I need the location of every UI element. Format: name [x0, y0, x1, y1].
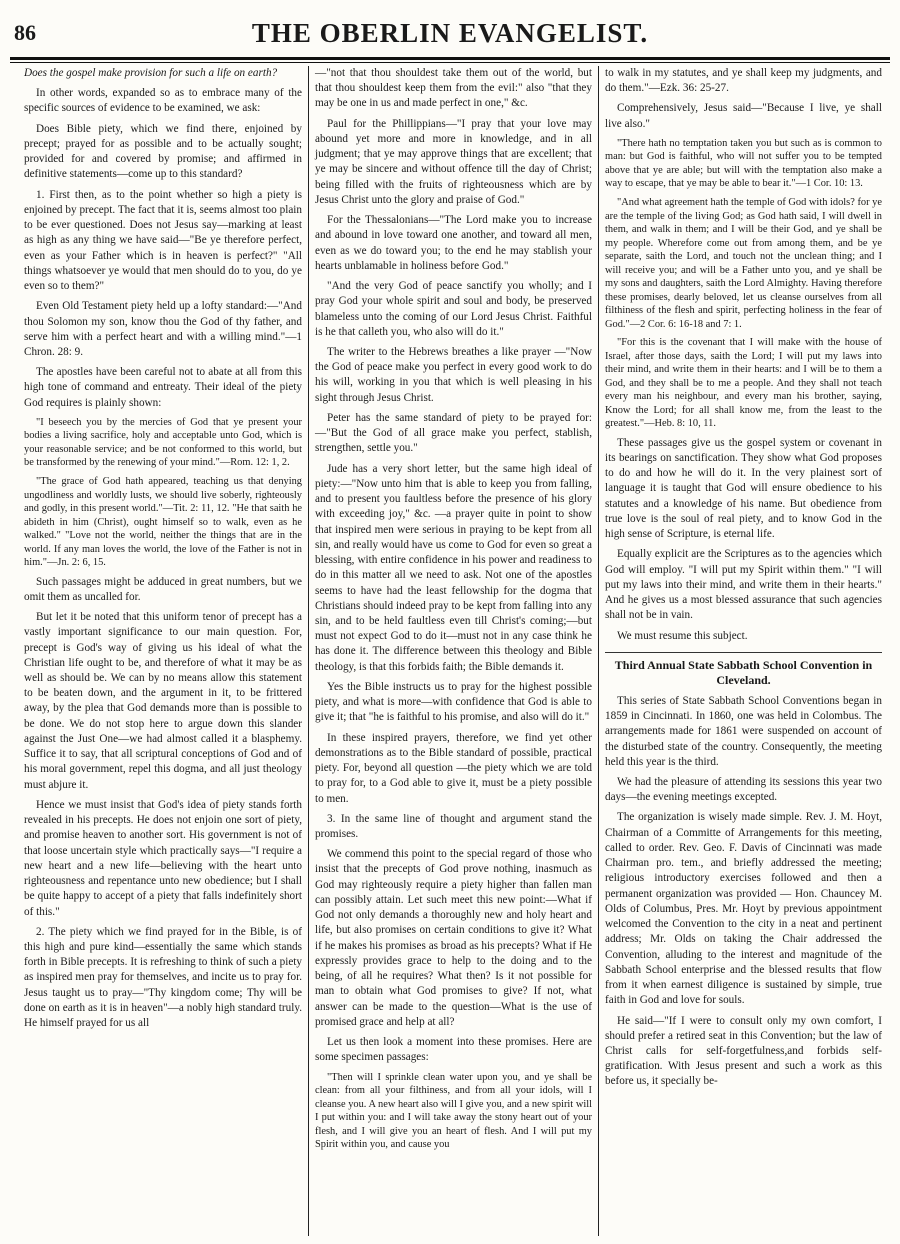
scripture-quote: "For this is the covenant that I will make with the house of Israel, after those days, saith the Lord; I will put my laws into their mind, and write them in their hearts: and I will be to them a God, and they shall be to me a people. And they shall not teach every man his neighbour, and every man his brother, saying, Know the Lord; for all shall know me, from the least to the greatest."—Heb. 8: 10, 11. [605, 337, 882, 430]
scripture-quote: "Then will I sprinkle clean water upon you, and ye shall be clean: from all your filthiness, and from all your idols, will I cleanse you. A new heart also will I give you, and a new spirit will I put within you: and I will take away the stony heart out of your flesh, and I will give you an heart of flesh. And I will put my Spirit within you, and cause you [315, 1071, 592, 1151]
column-3 [598, 66, 888, 1236]
paragraph: "And the very God of peace sanctify you wholly; and I pray God your whole spirit and soul and body, be preserved blameless unto the coming of our Lord Jesus Christ. Faithful is he that calleth you, who also will do it." [315, 280, 592, 338]
paragraph: This series of State Sabbath School Conventions began in 1859 in Cincinnati. In 1860, one was held in Colombus. The arrangements made for 1861 were suspended on account of the disturbed state of the country. Consequently, the meeting held this year is the third. [605, 694, 882, 768]
paragraph: Hence we must insist that God's idea of piety stands forth revealed in his precepts. He does not enjoin one sort of piety, and promise heaven to another sort. His government is not of that loose uncertain style which practically says—"I require a new heart and a new life—believing with the heart unto righteousness and repentance unto new obedience; but I shall be quite happy to accept of a piety that falls indefinitely short of this." [24, 798, 302, 918]
masthead-rule-thick [10, 57, 890, 60]
paragraph: Let us then look a moment into these promises. Here are some specimen passages: [315, 1036, 592, 1064]
article-heading: Third Annual State Sabbath School Convention in Cleveland. [605, 652, 882, 688]
paragraph: —"not that thou shouldest take them out of the world, but that thou shouldest keep them from the evil:" also "that they may be one in us and made perfect in one," &c. [315, 67, 592, 110]
paragraph: We had the pleasure of attending its sessions this year two days—the evening meetings excepted. [605, 775, 882, 804]
scripture-quote: "There hath no temptation taken you but such as is common to man: but God is faithful, who will not suffer you to be tempted above that ye are able; but will with the temptation also make a way to escape, that ye may be able to bear it."—1 Cor. 10: 13. [605, 137, 882, 190]
paragraph: 1. First then, as to the point whether so high a piety is enjoined by precept. The fact that it is, seems almost too plain to be ever questioned. Does not Jesus say—marking at least as high as any thing we have said—"Be ye therefore perfect, even as your Father which is in heaven is perfect?" "All things whatsoever ye would that men should do to you, do ye even so to them?" [24, 188, 302, 293]
masthead [10, 14, 890, 54]
paragraph: to walk in my statutes, and ye shall keep my judgments, and do them."—Ezk. 36: 25-27. [605, 67, 882, 95]
paragraph: Yes the Bible instructs us to pray for the highest possible piety, and what is more—with confidence that God is able to give it; that "he is faithful to his promise, and also will do it." [315, 680, 592, 724]
paragraph: Such passages might be adduced in great numbers, but we omit them as uncalled for. [24, 575, 302, 603]
column-1 [18, 66, 308, 1236]
paragraph: Does Bible piety, which we find there, enjoined by precept; prayed for as possible and to be actually sought; provided for and covered by promise; and affirmed in definitive statements—come up to this standard? [24, 122, 302, 181]
paragraph: We must resume this subject. [617, 629, 748, 642]
paragraph: Paul for the Phillippians—"I pray that your love may abound yet more and more in knowledge, and in all judgment; that ye may approve things that are excellent; that ye may be sincere and without offence till the day of Christ; being filled with the fruits of righteousness which are by Jesus Christ unto the glory and praise of God." [315, 117, 592, 206]
masthead-rule-thin [10, 62, 890, 63]
paragraph: But let it be noted that this uniform tenor of precept has a vastly important significance to our main question. For, precept is God's way of giving us his ideal of what the Christian life ought to be, and therefore of what it may be as well as should be. We can by no means allow this statement to be beaten down, and the argument in it, to be frittered away, by the plea that God demands more than is possible to be done. We do not stop here to argue down this slander against the Just One—we had almost called it a blasphemy. Suffice it to say, that all scriptural conceptions of God and of his moral government, repel this dogma, and all just theology must abjure it. [24, 611, 302, 791]
paragraph: In these inspired prayers, therefore, we find yet other demonstrations as to the Bible standard of possible, practical piety. For, beyond all question —the piety which we are told to pray for, to a God able to give it, must be a piety possible to men. [315, 731, 592, 805]
paragraph: The organization is wisely made simple. Rev. J. M. Hoyt, Chairman of a Committe of Arrangements for this meeting, called to order. Rev. Geo. F. Davis of Cincinnati was made Chairman pro. tem., and briefly addressed the meeting; religious introductory exercises followed and then a permanent organization was provided — Hon. Chauncey M. Olds of Columbus, Pres. Mr. Hoyt by previous appointment welcomed the Convention to the city in a neat and pertinent address; Mr. Olds on taking the Chair addressed the Convention, alluding to the interest and magnitude of the Sabbath School enterprise and the blessed results that flow from it when earnest diligence is sustained by simple, true faith in God and love for souls. [605, 811, 882, 1007]
paragraph: Jude has a very short letter, but the same high ideal of piety:—"Now unto him that is able to keep you from falling, and to present you faultless before the presence of his glory with exceeding joy," &c. —a prayer quite in point to show that inspired men were serious in praying to be kept from all sin, and really would have us come to God for even so great a blessing, with entire confidence in his power and readiness to do in this matter all we need to ask. Not one of the apostles seems to have had the least fellowship for the dogma that Christians should indeed pray to be kept from falling into any sin, and to be held faultless even till Christ's coming;—but must not expect God to do it—must not in any case think he has done it. The difference between this theology and Bible theology, is that this forbids faith; the Bible demands it. [315, 462, 592, 673]
paragraph: Peter has the same standard of piety to be prayed for:—"But the God of all grace make you perfect, stablish, strengthen, settle you." [315, 411, 592, 455]
paragraph: The apostles have been careful not to abate at all from this high tone of command and entreaty. Their ideal of the piety God requires is plainly shown: [24, 366, 302, 409]
paragraph: For the Thessalonians—"The Lord make you to increase and abound in love toward one another, and toward all men, even as we do toward you; to the end he may stablish your hearts unblamable in holiness before God." [315, 214, 592, 272]
paragraph: In other words, expanded so as to embrace many of the specific sources of evidence to be examined, we ask: [24, 87, 302, 115]
journal-title: THE OBERLIN EVANGELIST. [251, 18, 649, 48]
paragraph: 3. In the same line of thought and argument stand the promises. [315, 812, 592, 841]
paragraph: Equally explicit are the Scriptures as to the agencies which God will employ. "I will put my Spirit within them." "I will put my laws into their mind, and write them in their hearts." And he gives us a most blessed assurance that such agencies shall not be in vain. [605, 548, 882, 622]
paragraph: Even Old Testament piety held up a lofty standard:—"And thou Solomon my son, know thou the God of thy father, and serve him with a perfect heart and with a willing mind."—1 Chron. 28: 9. [24, 300, 302, 358]
paragraph: He said—"If I were to consult only my own comfort, I should prefer a retired seat in this Convention; but the law of Christ calls for self-forgetfulness,and forbids self-gratification. With Jesus present and such a work as this before us, it specially be- [605, 1014, 882, 1088]
scripture-quote: "I beseech you by the mercies of God that ye present your bodies a living sacrifice, holy and acceptable unto God, which is your reasonable service; and be not conformed to this world, but be transformed by the renewing of your mind."—Rom. 12: 1, 2. [24, 416, 302, 469]
page-number: 86 [14, 20, 36, 45]
scripture-quote: "The grace of God hath appeared, teaching us that denying ungodliness and worldly lusts, we should live soberly, righteously and godly, in this present world."—Tit. 2: 11, 12. "He that saith he abideth in him (Christ), ought himself so to walk, even as he walked." "Love not the world, neither the things that are in the world. If any man loves the world, the love of the Father is not in him."—Jn. 2: 6, 15. [24, 475, 302, 569]
text-columns [18, 66, 888, 1236]
paragraph: Does the gospel make provision for such a life on earth? [24, 67, 278, 79]
column-2 [308, 66, 598, 1236]
paragraph: Comprehensively, Jesus said—"Because I live, ye shall live also." [605, 102, 882, 130]
paragraph: These passages give us the gospel system or covenant in its bearings on sanctification. They show what God proposes to do and how he will do it. In the very plainest sort of language it is taught that God will ensure obedience to his statutes and a knowledge of his name. But obedience from true love is the soul of real piety, and to know God in the high sense of Scripture, is eternal life. [605, 436, 882, 541]
scripture-quote: "And what agreement hath the temple of God with idols? for ye are the temple of the living God; as God hath said, I will dwell in them, and walk in them; and I will be their God, and ye shall be my people. Wherefore come out from among them, and be ye separate, saith the Lord, and touch not the unclean thing; and I will receive you; and will be a Father unto you, and ye shall be my sons and daughters, saith the Lord Almighty. Having therefore these promises, dearly beloved, let us cleanse ourselves from all filthiness of the flesh and spirit, perfecting holiness in the fear of God."—2 Cor. 6: 16-18 and 7: 1. [605, 197, 882, 330]
paragraph: We commend this point to the special regard of those who insist that the precepts of God prove nothing, inasmuch as God may righteously require a piety higher than fallen man can possibly attain. Let such meet this new point:—What if God not only demands a thoroughly new and holy heart and life, but also promises on certain conditions to give it? What if he makes his promises as broad as his precepts? What if He expressly provides grace to help to the doing and to the being, of all he requires? What then? Is it not possible for man to obtain what God promises to give? If not, what answer can be made to the question—What is the use of promised grace and help at all? [315, 848, 592, 1028]
paragraph: The writer to the Hebrews breathes a like prayer —"Now the God of peace make you perfect in every good work to do his will, working in you that which is well pleasing in his sight through Jesus Christ. [315, 345, 592, 404]
paragraph: 2. The piety which we find prayed for in the Bible, is of this high and pure kind—essentially the same which stands forth in Bible precepts. It is refreshing to think of such a piety as inspired men pray for themselves, and incite us to pray for. Jesus taught us to pray—"Thy kingdom come; Thy will be done on earth as it is in heaven"—a nobly high standard truly. He himself prayed for us all [24, 925, 302, 1030]
